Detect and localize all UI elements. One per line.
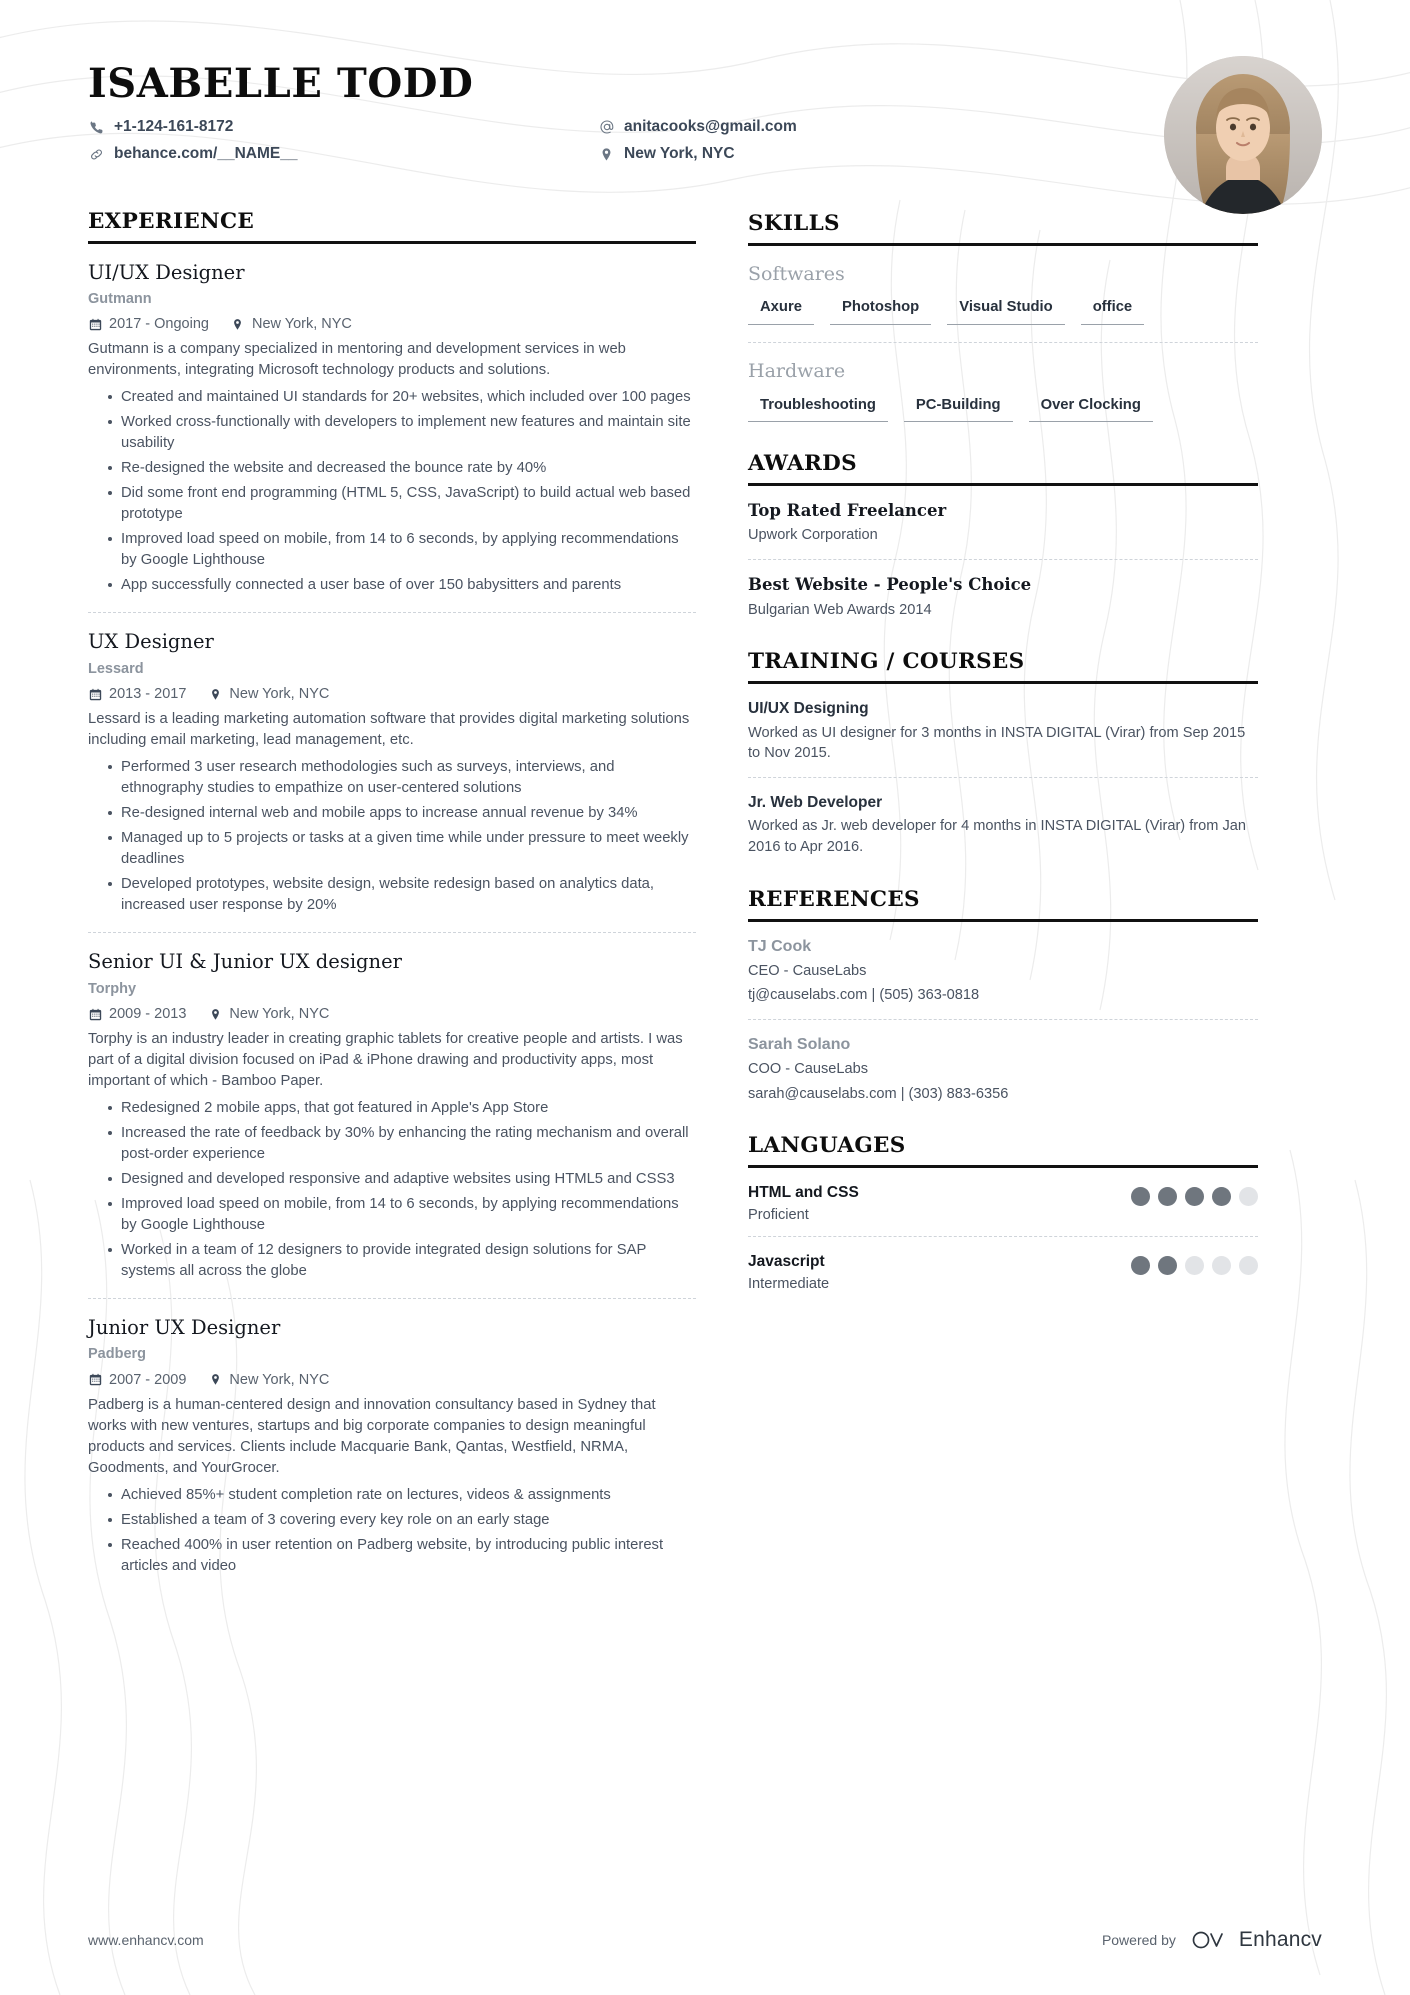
phone-icon <box>88 119 105 136</box>
contact-info <box>88 118 828 164</box>
job-title: UX Designer <box>88 630 214 654</box>
job-bullet: Designed and developed responsive and adaptive websites using HTML5 and CSS3 <box>108 1169 696 1190</box>
job-dates-text: 2013 - 2017 <box>109 686 187 703</box>
page-title: ISABELLE TODD <box>88 60 474 107</box>
job-description: Padberg is a human-centered design and innovation consultancy based in Sydney that works with new ventures, startups and big corporate companies to design meaningful products and services. Clients include Macquarie Bank, Qantas, Westfield, NRMA, Goodments, and YourGrocer. <box>88 1396 656 1476</box>
powered-by-label: Powered by <box>1101 1932 1176 1948</box>
language-name: HTML and CSS <box>748 1184 859 1202</box>
training-item <box>748 777 1258 858</box>
job-bullet: Created and maintained UI standards for 20+ websites, which included over 100 pages <box>108 387 696 408</box>
job-location-text: New York, NYC <box>229 1371 330 1388</box>
job-dates-text: 2017 - Ongoing <box>109 316 209 333</box>
training-title: Jr. Web Developer <box>748 794 883 811</box>
training-title: UI/UX Designing <box>748 700 869 718</box>
contact-location-text: New York, NYC <box>624 145 735 163</box>
reference-role: CEO - CauseLabs <box>748 962 867 979</box>
job-bullets <box>88 757 696 916</box>
skill-tag[interactable]: Troubleshooting <box>748 396 888 422</box>
skill-tags-hardware <box>748 396 1258 422</box>
job-bullet: Re-designed internal web and mobile apps to increase annual revenue by 34% <box>108 803 696 824</box>
reference-contact[interactable]: sarah@causelabs.com | (303) 883-6356 <box>748 1085 1009 1102</box>
enhancv-mark-icon <box>1190 1927 1230 1953</box>
award-item <box>748 559 1258 620</box>
skill-group-label: Softwares <box>748 262 845 285</box>
skill-tags-softwares <box>748 298 1258 324</box>
job-dates <box>88 316 209 332</box>
job-bullet: Redesigned 2 mobile apps, that got featured in Apple's App Store <box>108 1098 696 1119</box>
job-meta <box>88 1372 696 1388</box>
rating-dot <box>1212 1187 1231 1206</box>
contact-phone-text: +1-124-161-8172 <box>114 117 234 135</box>
job-meta <box>88 686 696 702</box>
rating-dot <box>1158 1187 1177 1206</box>
job-bullet: Worked cross-functionally with developers to implement new features and maintain site usability <box>108 412 696 454</box>
calendar-icon <box>88 687 102 701</box>
skill-group-label: Hardware <box>748 359 846 382</box>
rating-dot <box>1239 1187 1258 1206</box>
footer-brand-area <box>1102 1927 1322 1953</box>
rating-dot <box>1131 1256 1150 1275</box>
rating-dot <box>1212 1256 1231 1275</box>
experience-item <box>88 244 696 597</box>
reference-item <box>748 922 1258 1006</box>
section-title-skills: SKILLS <box>748 212 1258 246</box>
location-pin-icon <box>231 317 245 331</box>
rating-dot <box>1239 1256 1258 1275</box>
job-dates-text: 2009 - 2013 <box>109 1006 187 1023</box>
job-bullets <box>88 1485 696 1577</box>
job-bullets <box>88 387 696 596</box>
award-item <box>748 486 1258 546</box>
profile-photo <box>1164 56 1322 214</box>
job-bullet: Developed prototypes, website design, website redesign based on analytics data, increased user response by 20% <box>108 874 696 916</box>
job-location-text: New York, NYC <box>229 1006 330 1023</box>
language-item <box>748 1168 1258 1224</box>
section-experience <box>88 210 696 1577</box>
skill-tag[interactable]: Visual Studio <box>947 298 1064 324</box>
job-title: UI/UX Designer <box>88 260 245 284</box>
at-icon <box>598 119 615 136</box>
contact-location[interactable] <box>598 145 828 164</box>
job-bullet: App successfully connected a user base of over 150 babysitters and parents <box>108 575 696 596</box>
calendar-icon <box>88 317 102 331</box>
job-dates <box>88 686 186 702</box>
brand-name: Enhancv <box>1238 1928 1322 1951</box>
skill-tag[interactable]: PC-Building <box>904 396 1013 422</box>
job-bullet: Did some front end programming (HTML 5, CSS, JavaScript) to build actual web based prototype <box>108 483 696 525</box>
footer <box>88 1927 1322 1953</box>
job-bullet: Increased the rate of feedback by 30% by enhancing the rating mechanism and overall post-order experience <box>108 1123 696 1165</box>
skill-tag[interactable]: Axure <box>748 298 814 324</box>
job-bullet: Established a team of 3 covering every key role on an early stage <box>108 1510 696 1531</box>
contact-website[interactable] <box>88 145 598 164</box>
job-bullet: Managed up to 5 projects or tasks at a given time while under pressure to meet weekly deadlines <box>108 828 696 870</box>
reference-name: TJ Cook <box>748 937 812 955</box>
location-pin-icon <box>598 146 615 163</box>
skill-tag[interactable]: Photoshop <box>830 298 931 324</box>
spacer <box>748 1104 1258 1134</box>
job-location <box>208 1006 329 1022</box>
contact-website-text: behance.com/__NAME__ <box>114 145 298 163</box>
section-languages <box>748 1134 1258 1293</box>
job-title: Junior UX Designer <box>88 1316 281 1340</box>
job-company: Padberg <box>88 1346 147 1363</box>
job-bullet: Reached 400% in user retention on Padberg website, by introducing public interest articles and video <box>108 1535 696 1577</box>
job-description: Gutmann is a company specialized in mentoring and development services in web environments, integrating Microsoft technology products and solutions. <box>88 341 626 379</box>
enhancv-logo <box>1190 1927 1322 1953</box>
calendar-icon <box>88 1373 102 1387</box>
job-meta <box>88 316 696 332</box>
reference-name: Sarah Solano <box>748 1035 851 1053</box>
reference-role: COO - CauseLabs <box>748 1060 869 1077</box>
avatar <box>1164 56 1322 214</box>
job-location <box>208 1372 329 1388</box>
award-subtitle: Bulgarian Web Awards 2014 <box>748 601 932 618</box>
job-bullet: Re-designed the website and decreased the bounce rate by 40% <box>108 458 696 479</box>
language-level: Proficient <box>748 1206 809 1223</box>
location-pin-icon <box>208 687 222 701</box>
right-column <box>748 210 1258 1294</box>
job-dates <box>88 1006 186 1022</box>
job-company: Gutmann <box>88 291 152 308</box>
skill-tag[interactable]: office <box>1081 298 1144 324</box>
job-company: Lessard <box>88 660 144 677</box>
section-references <box>748 888 1258 1105</box>
section-title-training: TRAINING / COURSES <box>748 650 1258 684</box>
language-rating <box>1131 1252 1258 1275</box>
award-title: Best Website - People's Choice <box>748 575 1032 595</box>
job-location <box>231 316 352 332</box>
job-location <box>208 686 329 702</box>
section-title-references: REFERENCES <box>748 888 1258 922</box>
section-training <box>748 650 1258 857</box>
spacer <box>748 620 1258 650</box>
job-location-text: New York, NYC <box>229 686 330 703</box>
spacer <box>748 422 1258 452</box>
language-item <box>748 1236 1258 1293</box>
location-pin-icon <box>208 1373 222 1387</box>
link-icon <box>88 146 105 163</box>
contact-phone[interactable] <box>88 118 598 137</box>
section-awards <box>748 452 1258 620</box>
job-company: Torphy <box>88 980 137 997</box>
section-title-awards: AWARDS <box>748 452 1258 486</box>
footer-url[interactable]: www.enhancv.com <box>88 1932 204 1948</box>
language-level: Intermediate <box>748 1275 830 1292</box>
experience-item <box>88 932 696 1282</box>
spacer <box>748 858 1258 888</box>
resume-header <box>88 0 1322 210</box>
job-bullet: Improved load speed on mobile, from 14 to 6 seconds, by applying recommendations by Google Lighthouse <box>108 1194 696 1236</box>
contact-email-text: anitacooks@gmail.com <box>624 117 797 135</box>
language-name: Javascript <box>748 1253 825 1271</box>
job-description: Torphy is an industry leader in creating graphic tablets for creative people and artists. I was part of a digital division focused on iPad & iPhone drawing and productivity apps, most important of which - Bamboo Paper. <box>88 1031 683 1090</box>
language-rating <box>1131 1183 1258 1206</box>
experience-item <box>88 612 696 916</box>
award-title: Top Rated Freelancer <box>748 500 947 520</box>
section-skills <box>748 212 1258 422</box>
left-column <box>88 210 696 1581</box>
job-bullet: Worked in a team of 12 designers to provide integrated design solutions for SAP systems all across the globe <box>108 1240 696 1282</box>
job-location-text: New York, NYC <box>251 316 352 333</box>
rating-dot <box>1131 1187 1150 1206</box>
divider <box>748 342 1258 343</box>
training-subtitle: Worked as Jr. web developer for 4 months in INSTA DIGITAL (Virar) from Jan 2016 to Apr 2016. <box>748 818 1246 856</box>
reference-item <box>748 1019 1258 1104</box>
training-subtitle: Worked as UI designer for 3 months in INSTA DIGITAL (Virar) from Sep 2015 to Nov 2015. <box>748 724 1246 762</box>
training-item <box>748 684 1258 764</box>
award-subtitle: Upwork Corporation <box>748 527 878 544</box>
job-dates-text: 2007 - 2009 <box>109 1371 187 1388</box>
section-title-experience: EXPERIENCE <box>88 210 696 244</box>
job-title: Senior UI & Junior UX designer <box>88 950 402 974</box>
calendar-icon <box>88 1007 102 1021</box>
language-info <box>748 1183 859 1224</box>
experience-item <box>88 1298 696 1577</box>
section-title-languages: LANGUAGES <box>748 1134 1258 1168</box>
rating-dot <box>1185 1187 1204 1206</box>
job-bullets <box>88 1098 696 1282</box>
skill-tag[interactable]: Over Clocking <box>1029 396 1153 422</box>
job-bullet: Improved load speed on mobile, from 14 to 6 seconds, by applying recommendations by Google Lighthouse <box>108 529 696 571</box>
reference-contact[interactable]: tj@causelabs.com | (505) 363-0818 <box>748 987 980 1004</box>
job-description: Lessard is a leading marketing automation software that provides digital marketing solutions including email marketing, lead management, etc. <box>88 711 690 749</box>
location-pin-icon <box>208 1007 222 1021</box>
job-bullet: Performed 3 user research methodologies such as surveys, interviews, and ethnography studies to empathize on user-centered solutions <box>108 757 696 799</box>
job-meta <box>88 1006 696 1022</box>
job-dates <box>88 1372 186 1388</box>
rating-dot <box>1185 1256 1204 1275</box>
job-bullet: Achieved 85%+ student completion rate on lectures, videos & assignments <box>108 1485 696 1506</box>
contact-email[interactable] <box>598 118 828 137</box>
rating-dot <box>1158 1256 1177 1275</box>
language-info <box>748 1252 829 1293</box>
